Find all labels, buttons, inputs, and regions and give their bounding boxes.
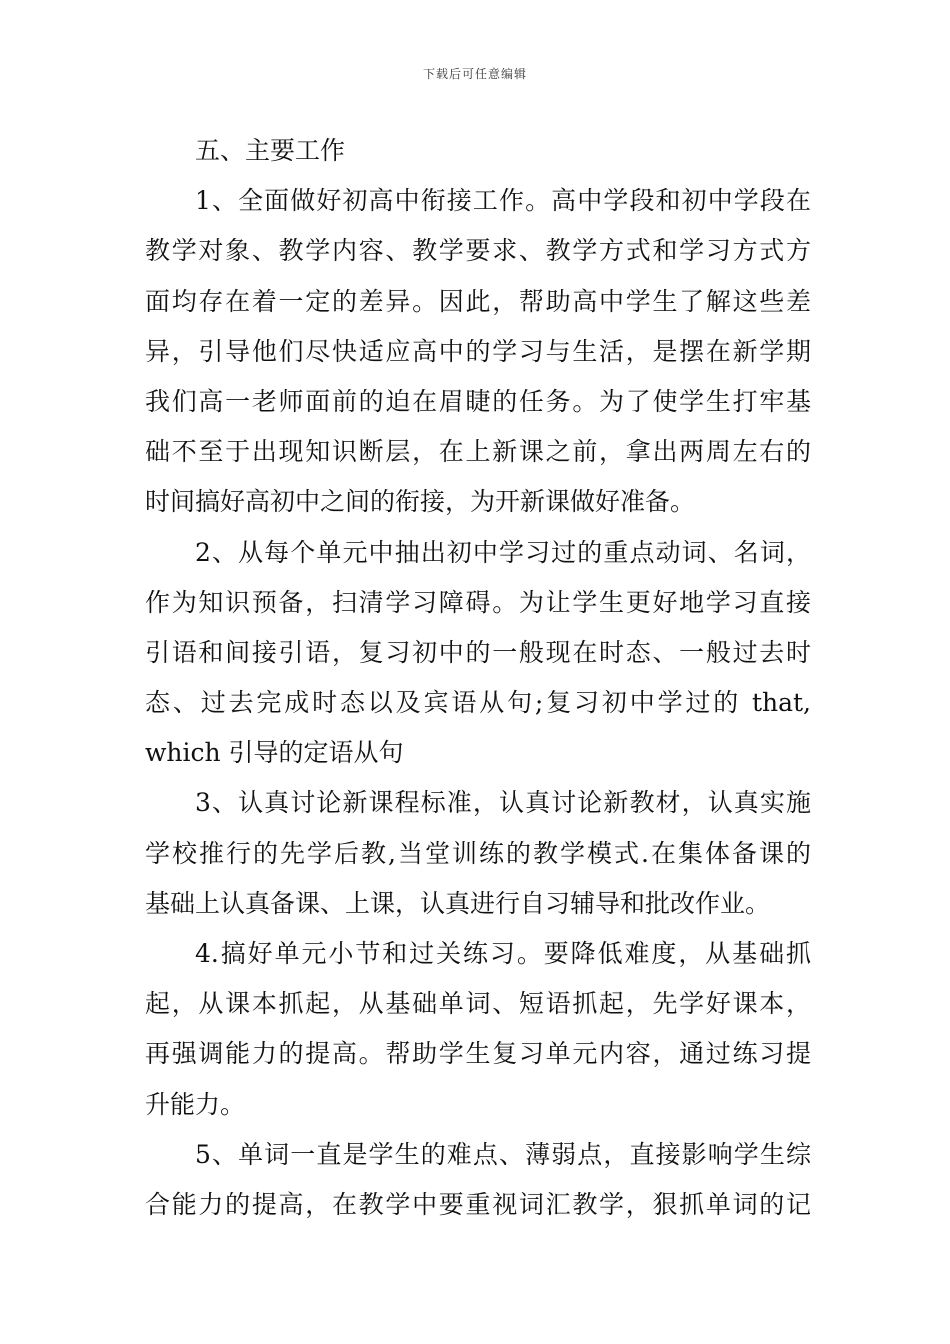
text-line: 学校推行的先学后教,当堂训练的教学模式.在集体备课的: [145, 838, 811, 868]
text-line: 作为知识预备，扫清学习障碍。为让学生更好地学习直接: [145, 587, 811, 617]
text-line: 我们高一老师面前的迫在眉睫的任务。为了使学生打牢基: [145, 386, 811, 416]
text-line: 基础上认真备课、上课，认真进行自习辅导和批改作业。: [145, 888, 771, 918]
text-line: 态、过去完成时态以及宾语从句;复习初中学过的 that,: [145, 688, 811, 718]
text-line: 升能力。: [145, 1089, 246, 1119]
text-line: 3、认真讨论新课程标准，认真讨论新教材，认真实施: [195, 788, 811, 818]
text-line: 础不至于出现知识断层，在上新课之前，拿出两周左右的: [145, 437, 811, 467]
page-header: 下载后可任意编辑: [422, 67, 527, 81]
text-line: 5、单词一直是学生的难点、薄弱点，直接影响学生综: [195, 1139, 811, 1169]
document-body: [145, 126, 811, 1230]
text-line: 教学对象、教学内容、教学要求、教学方式和学习方式方: [145, 236, 811, 266]
text-line: 异，引导他们尽快适应高中的学习与生活，是摆在新学期: [145, 336, 811, 366]
text-line: 起，从课本抓起，从基础单词、短语抓起，先学好课本，: [145, 989, 811, 1019]
text-line: 五、主要工作: [195, 136, 346, 165]
text-line: 2、从每个单元中抽出初中学习过的重点动词、名词，: [195, 537, 811, 567]
text-line: which 引导的定语从句: [145, 738, 404, 768]
text-line: 引语和间接引语，复习初中的一般现在时态、一般过去时: [145, 637, 811, 667]
text-line: 面均存在着一定的差异。因此，帮助高中学生了解这些差: [145, 286, 811, 316]
text-line: 再强调能力的提高。帮助学生复习单元内容，通过练习提: [145, 1039, 811, 1069]
text-line: 合能力的提高，在教学中要重视词汇教学，狠抓单词的记: [145, 1189, 811, 1219]
text-line: 4.搞好单元小节和过关练习。要降低难度，从基础抓: [195, 939, 811, 968]
text-line: 时间搞好高初中之间的衔接，为开新课做好准备。: [145, 487, 696, 517]
text-line: 1、全面做好初高中衔接工作。高中学段和初中学段在: [195, 186, 811, 216]
